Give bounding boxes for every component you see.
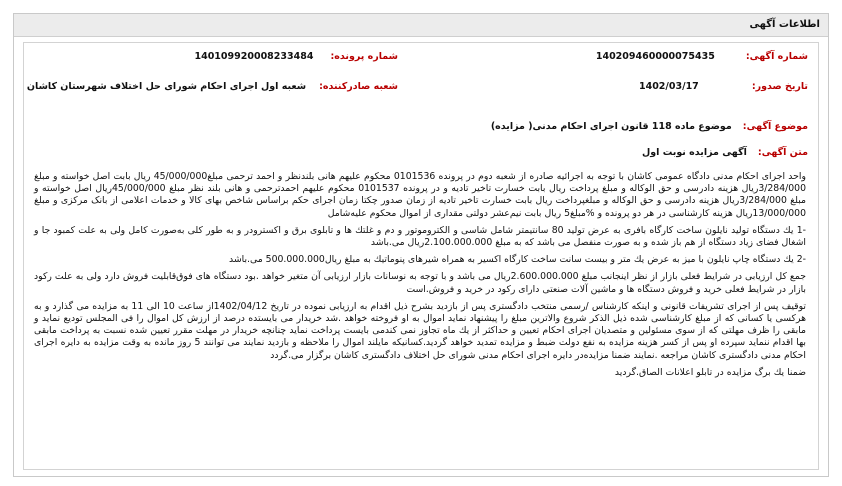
case-number-value: 140109920008233484 [194, 51, 314, 62]
text-label: متن آگهی: [757, 147, 808, 158]
issue-date-label: تاریخ صدور: [751, 81, 808, 92]
body-paragraph: جمع کل ارزیابی در شرایط فعلی بازار از نظر اینجانب مبلغ 2.600.000.000ریال می باشد و با توجه به نوسانات بازار ارزیابی آن متغیر خواهد .بود دستگاه های فوق‌قابلیت فروش دارد ولی به علت رکود بازار در شرایط فعلی خرید و فروش دستگاه ها و ماشین آلات صنعتی دارای رکود در خرید و فروش.است [34, 271, 807, 295]
ad-number-label: شماره آگهی: [745, 51, 808, 62]
subject-label: موضوع آگهی: [742, 121, 808, 132]
body-paragraph: واحد اجرای احکام مدنی دادگاه عمومی کاشان با توجه به اجرائیه صادره از شعبه دوم در پرونده 0101536 محکوم علیهم هانی بلندنظر و احمد ترحمی مبلغ45/000/000 ریال بابت اصل خواسته و مبلغ 3/284/000ریال هزینه دادرسی و حق الوکاله و مبلغ پرداخت ریال بابت خسارت تاخیر تادیه و در پرونده 0101537 محکوم علیهم احمدترحمی و هانی بلند نظر مبلغ 45/000/000ریال اصل خواسته و مبلغ 3/284/000ریال هزینه دادرسی و حق الوکاله و مبلغپرداخت ریال بابت خسارت تاخیر تادیه از زمان صدور چکتا زمان اجرای حکم براساس شاخص بهای کالا و خدمات اعلامی از بانک مرکزی و مبلغ 13/000/000ریال هزینه کارشناسی در هر دو پرونده و %مبلغ5 ریال بابت نیم‌عشر دولتی مقداری از اموال محکوم علیه‌شامل [34, 171, 806, 219]
ad-body [34, 171, 806, 384]
ad-number-row [596, 51, 808, 62]
body-paragraph: توقیف پس از اجرای تشریفات قانونی و اینکه کارشناس /رسمی منتخب دادگستری پس از بازدید بشرح ذیل اقدام به ارزیابی نموده در تاریخ 1402/04/12از ساعت 10 الی 11 به مزایده می گذارد و به هرکسی یا کسانی که از مبلغ کارشناسی شده ذیل الذکر شروع والاترین مبلغ را پیشنهاد نماید اموال به او فروخته خواهد .شد خریدار می بایستده درصد از ارزش کل اموال را فی المجلس تودیع نماید و مابقی را ظرف مهلتی که از سوی مسئولین و متصدیان اجرای احکام تعیین و حداکثر از یك ماه تجاوز نمی کندمی بایست پرداخت نماید چنانچه خریدار در مهلت مقرر تعیین شده نسبت به پرداخت مابقی بها اقدام ننماید سپرده او پس از کسر هزینه مزایده به نفع دولت ضبط و مزایده تمدید خواهد گردید.کسانیکه مایلند اموال را ملاحظه و بازدید نمایند می توانند 5 روز مانده به وقت مزایده به دایره اجرای احکام مدنی دادگستری کاشان مراجعه .نمایند ضمنا مزایده‌در دایره اجرای احکام مدنی شورای حل اختلاف دادگستری کاشان برگزار می.گردد [34, 300, 806, 361]
text-heading: آگهی مزایده نوبت اول [642, 147, 747, 158]
panel-title: اطلاعات آگهی [14, 14, 828, 37]
issue-date-row [639, 81, 808, 92]
text-heading-row [642, 147, 808, 158]
case-number-row [194, 51, 398, 62]
ad-info-panel [13, 13, 829, 477]
issuer-row [27, 81, 398, 92]
subject-row [491, 121, 808, 132]
body-paragraph: ضمنا یك برگ مزایده در تابلو اعلانات الصاق.گردید [614, 366, 806, 378]
issue-date-value: 1402/03/17 [638, 81, 699, 92]
body-paragraph: -2 یك دستگاه چاپ نایلون با میز به عرض یك متر و بیست سانت ساخت کارگاه اکسیر به همراه شیرهای پنوماتیك به مبلغ ریال500.000.000 می.باشد [228, 254, 806, 266]
issuer-value: شعبه اول اجرای احکام شورای حل اختلاف شهرستان کاشان [26, 81, 307, 92]
subject-value: موضوع ماده 118 قانون اجرای احکام مدنی( مزایده) [490, 121, 732, 132]
ad-number-value: 140209460000075435 [595, 51, 715, 62]
ad-details-box [23, 42, 819, 470]
issuer-label: شعبه صادرکننده: [319, 81, 398, 92]
case-number-label: شماره پرونده: [330, 51, 398, 62]
body-paragraph: -1 یك دستگاه تولید نایلون ساخت کارگاه بافری به عرض تولید 80 سانتیمتر شامل شاسی و الکتروموتور و دم و غلتك ها و تابلوی برق و اکسترودر و به طور کلی به‌صورت کامل ولی به علت کمبود جا و اشغال فضای زیاد دستگاه از هم باز شده و به صورت منفصل می باشد که به مبلغ 2.100.000.000ریال می.باشد [34, 224, 806, 249]
